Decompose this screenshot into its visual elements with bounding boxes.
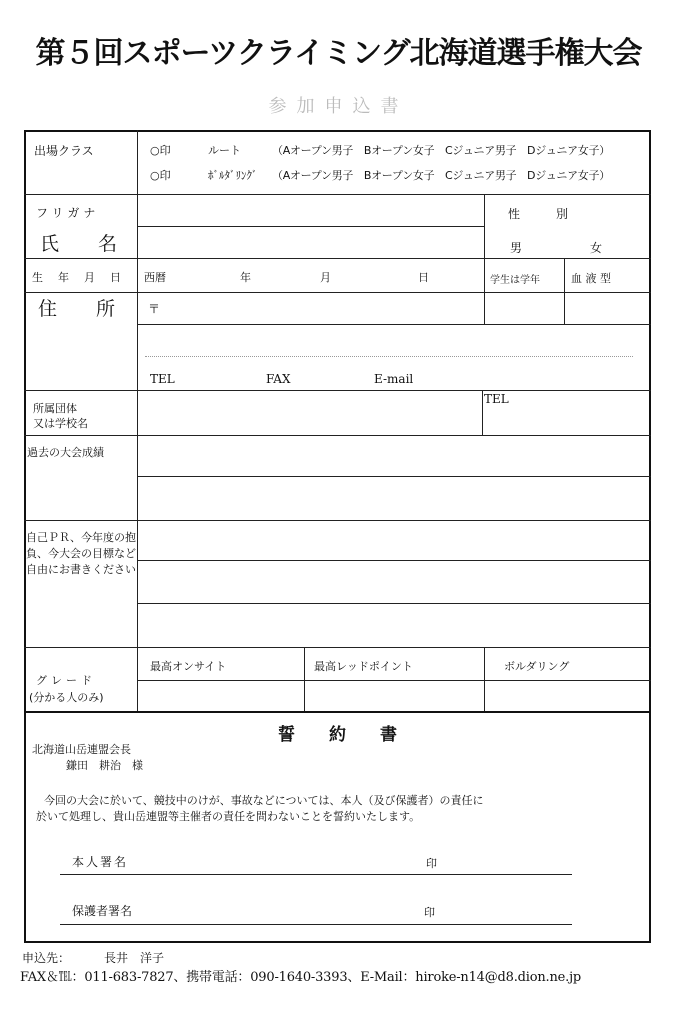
grade-label: グレード [36,674,96,687]
day-label: 日 [418,271,429,284]
past-results-label: 過去の大会成績 [27,446,104,459]
self-pr-field[interactable] [138,521,650,646]
furigana-field[interactable] [138,195,483,225]
grade-bouldering-field[interactable] [485,681,650,710]
class-label: 出場クラス [34,144,94,158]
birth-label: 生 年 月 日 [32,271,123,284]
furigana-label: フリガナ [36,206,100,220]
address-email-label: E-mail [374,372,414,386]
student-grade-field[interactable] [485,293,563,323]
guardian-signature-field[interactable] [170,895,420,922]
past-results-field[interactable] [138,436,650,519]
class-options: （Aオープン男子 Bオープン女子 Cジュニア男子 Dジュニア女子） [272,169,610,182]
form-subtitle: 参加申込書 [268,96,409,117]
affiliation-label: 所属団体 [33,402,77,415]
page-title: 第５回スポーツクライミング北海道選手権大会 [35,36,642,71]
pledge-text-line-2: 於いて処理し、貴山岳連盟等主催者の責任を問わないことを誓約いたします。 [36,810,421,823]
blood-type-field[interactable] [565,293,650,323]
student-grade-label: 学生は学年 [490,275,540,286]
grade-onsight-label: 最高オンサイト [150,660,227,673]
class-event: ルート [208,144,241,157]
grade-onsight-field[interactable] [138,681,303,710]
gender-female[interactable]: 女 [590,241,603,255]
address-tel-label: TEL [150,372,175,386]
pledge-title: 誓 約 書 [278,725,397,745]
guardian-seal-mark: 印 [424,906,435,919]
year-label: 年 [240,271,251,284]
class-mark: ○印 [150,169,171,182]
class-options: （Aオープン男子 Bオープン女子 Cジュニア男子 Dジュニア女子） [272,144,610,157]
self-seal-mark: 印 [426,857,437,870]
grade-note: (分かる人のみ) [29,691,104,704]
seireki-label: 西暦 [144,271,166,284]
address-field[interactable] [162,293,482,323]
class-event: ﾎﾞﾙﾀﾞﾘﾝｸﾞ [208,169,258,182]
address-label: 住 所 [38,298,126,320]
pledge-text-line-1: 今回の大会に於いて、競技中のけが、事故などについては、本人（及び保護者）の責任に [44,794,484,807]
postal-mark: 〒 [148,302,161,316]
self-pr-label: 自己ＰＲ、今年度の抱負、今大会の目標など自由にお書きください [26,531,136,576]
affiliation-label-2: 又は学校名 [33,417,88,430]
affiliation-tel-label: TEL [484,392,509,406]
blood-type-label: 血 液 型 [571,272,611,285]
gender-male[interactable]: 男 [510,241,523,255]
guardian-signature-label: 保護者署名 [72,904,133,918]
address-fax-label: FAX [266,372,291,386]
pledge-addressee-name: 鎌田 耕治 様 [66,759,143,772]
grade-redpoint-label: 最高レッドポイント [314,660,413,673]
self-signature-field[interactable] [160,846,420,872]
grade-redpoint-field[interactable] [305,681,483,710]
apply-to-name: 長井 洋子 [104,951,165,965]
month-label: 月 [320,271,331,284]
pledge-addressee-org: 北海道山岳連盟会長 [32,743,131,756]
class-mark: ○印 [150,144,171,157]
grade-bouldering-label: ボルダリング [504,660,570,673]
name-field[interactable] [138,227,483,257]
affiliation-field[interactable] [138,391,481,434]
contact-line: FAX＆℡：011-683-7827、携帯電話：090-1640-3393、E-Mail：hiroke-n14@d8.dion.ne.jp [20,970,582,985]
apply-to-label: 申込先： [22,951,71,965]
self-signature-label: 本人署名 [72,855,129,869]
name-label: 氏 名 [40,233,128,255]
gender-label: 性 別 [508,207,569,221]
